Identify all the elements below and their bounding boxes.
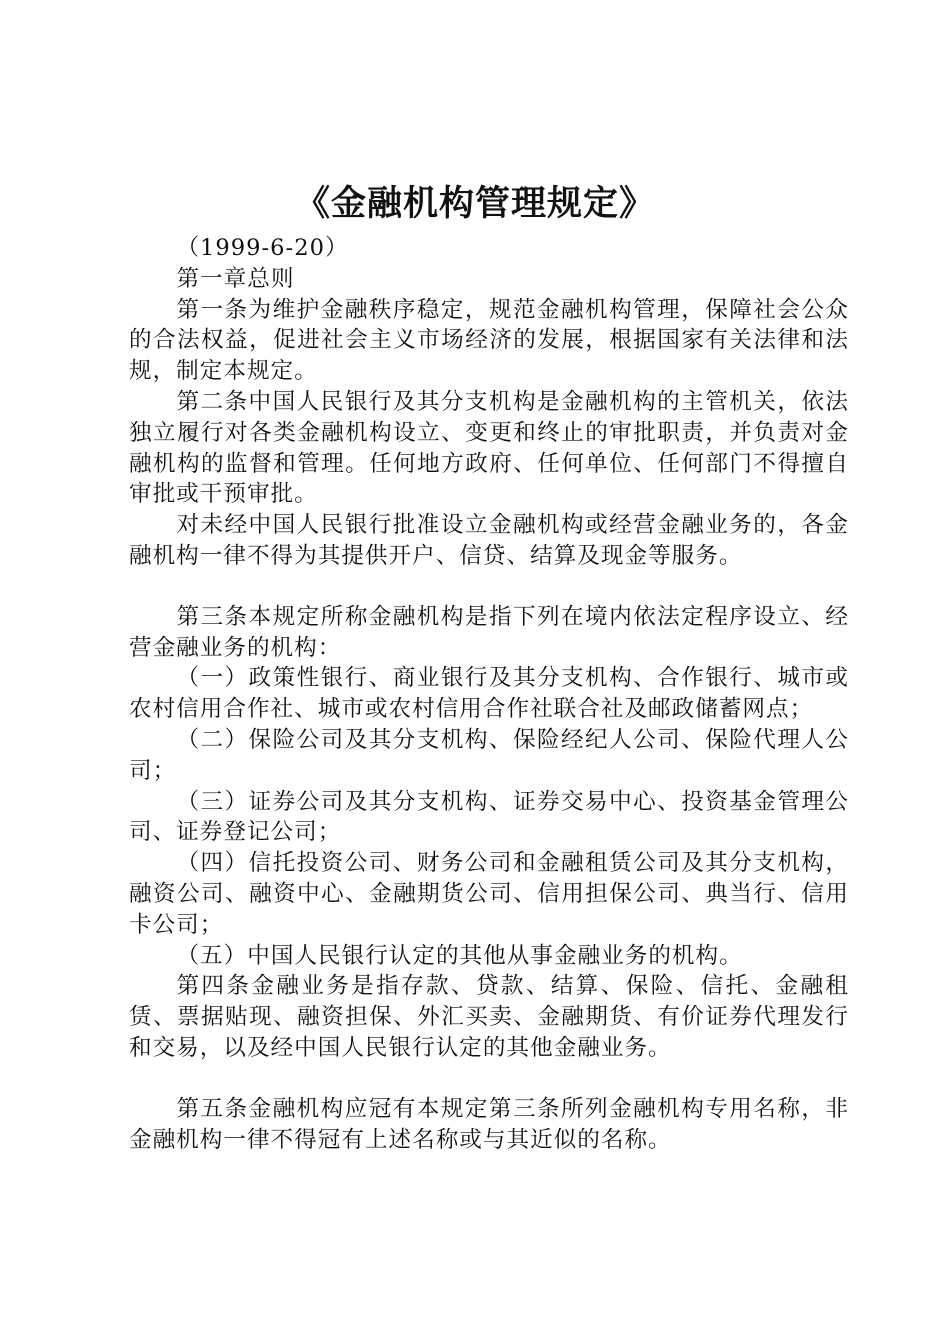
article-3-item-5: （五）中国人民银行认定的其他从事金融业务的机构。 [176,942,743,969]
article-3: 第三条本规定所称金融机构是指下列在境内依法定程序设立、经营金融业务的机构： [129,603,849,661]
chapter-heading: 第一章总则 [176,265,295,292]
article-1: 第一条为维护金融秩序稳定，规范金融机构管理，保障社会公众的合法权益，促进社会主义市场经济的发展，根据国家有关法律和法规，制定本规定。 [129,296,849,385]
article-3-item-4: （四）信托投资公司、财务公司和金融租赁公司及其分支机构，融资公司、融资中心、金融期货公司、信用担保公司、典当行、信用卡公司； [129,850,849,938]
article-4: 第四条金融业务是指存款、贷款、结算、保险、信托、金融租赁、票据贴现、融资担保、外汇买卖、金融期货、有价证券代理发行和交易，以及经中国人民银行认定的其他金融业务。 [129,973,849,1061]
date-line: （1999-6-20） [176,235,349,261]
article-2: 第二条中国人民银行及其分支机构是金融机构的主管机关，依法独立履行对各类金融机构设立、变更和终止的审批职责，并负责对金融机构的监督和管理。任何地方政府、任何单位、任何部门不得擅自审批或干预审批。 [129,388,849,508]
document-title: 《金融机构管理规定》 [294,183,655,224]
article-3-item-3: （三）证券公司及其分支机构、证券交易中心、投资基金管理公司、证券登记公司； [129,788,849,846]
article-3-item-1: （一）政策性银行、商业银行及其分支机构、合作银行、城市或农村信用合作社、城市或农村信用合作社联合社及邮政储蓄网点； [129,665,849,723]
article-3-item-2: （二）保险公司及其分支机构、保险经纪人公司、保险代理人公司； [129,726,849,784]
document-body [129,233,849,1155]
article-2-clause: 对未经中国人民银行批准设立金融机构或经营金融业务的，各金融机构一律不得为其提供开户、信贷、结算及现金等服务。 [129,512,849,569]
article-5: 第五条金融机构应冠有本规定第三条所列金融机构专用名称，非金融机构一律不得冠有上述名称或与其近似的名称。 [129,1095,849,1153]
